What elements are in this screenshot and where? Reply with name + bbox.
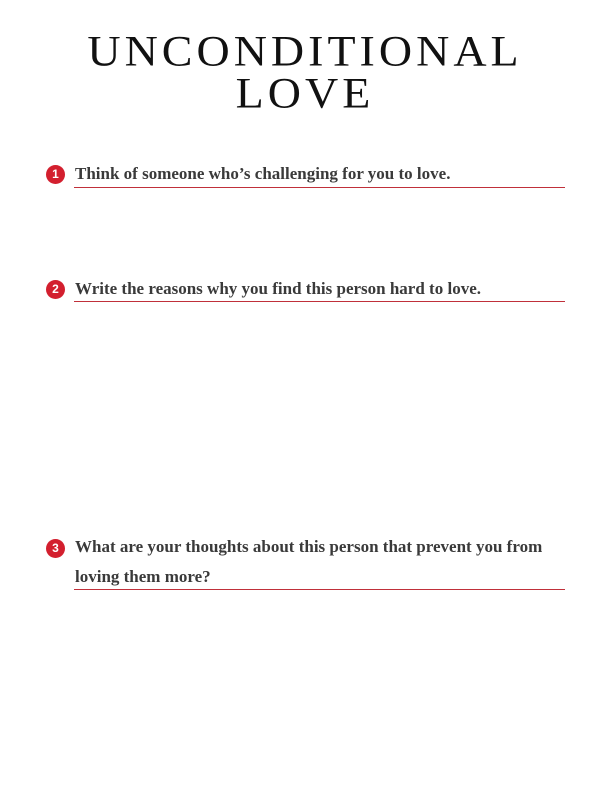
question-text: What are your thoughts about this person that prevent you from loving them more? <box>75 537 543 586</box>
answer-rule <box>74 301 565 302</box>
question-1 <box>46 164 566 194</box>
question-text: Think of someone who’s challenging for you to love. <box>75 164 451 183</box>
question-number-badge: 1 <box>46 165 65 184</box>
question-text: Write the reasons why you find this person hard to love. <box>75 279 481 298</box>
answer-rule <box>74 187 565 188</box>
question-number-badge: 2 <box>46 280 65 299</box>
question-2 <box>46 279 566 309</box>
question-number-badge: 3 <box>46 539 65 558</box>
answer-rule <box>74 589 565 590</box>
page-title-line-2: LOVE <box>235 68 375 117</box>
question-3 <box>46 538 566 598</box>
page-title-line-1: UNCONDITIONAL <box>87 26 523 75</box>
